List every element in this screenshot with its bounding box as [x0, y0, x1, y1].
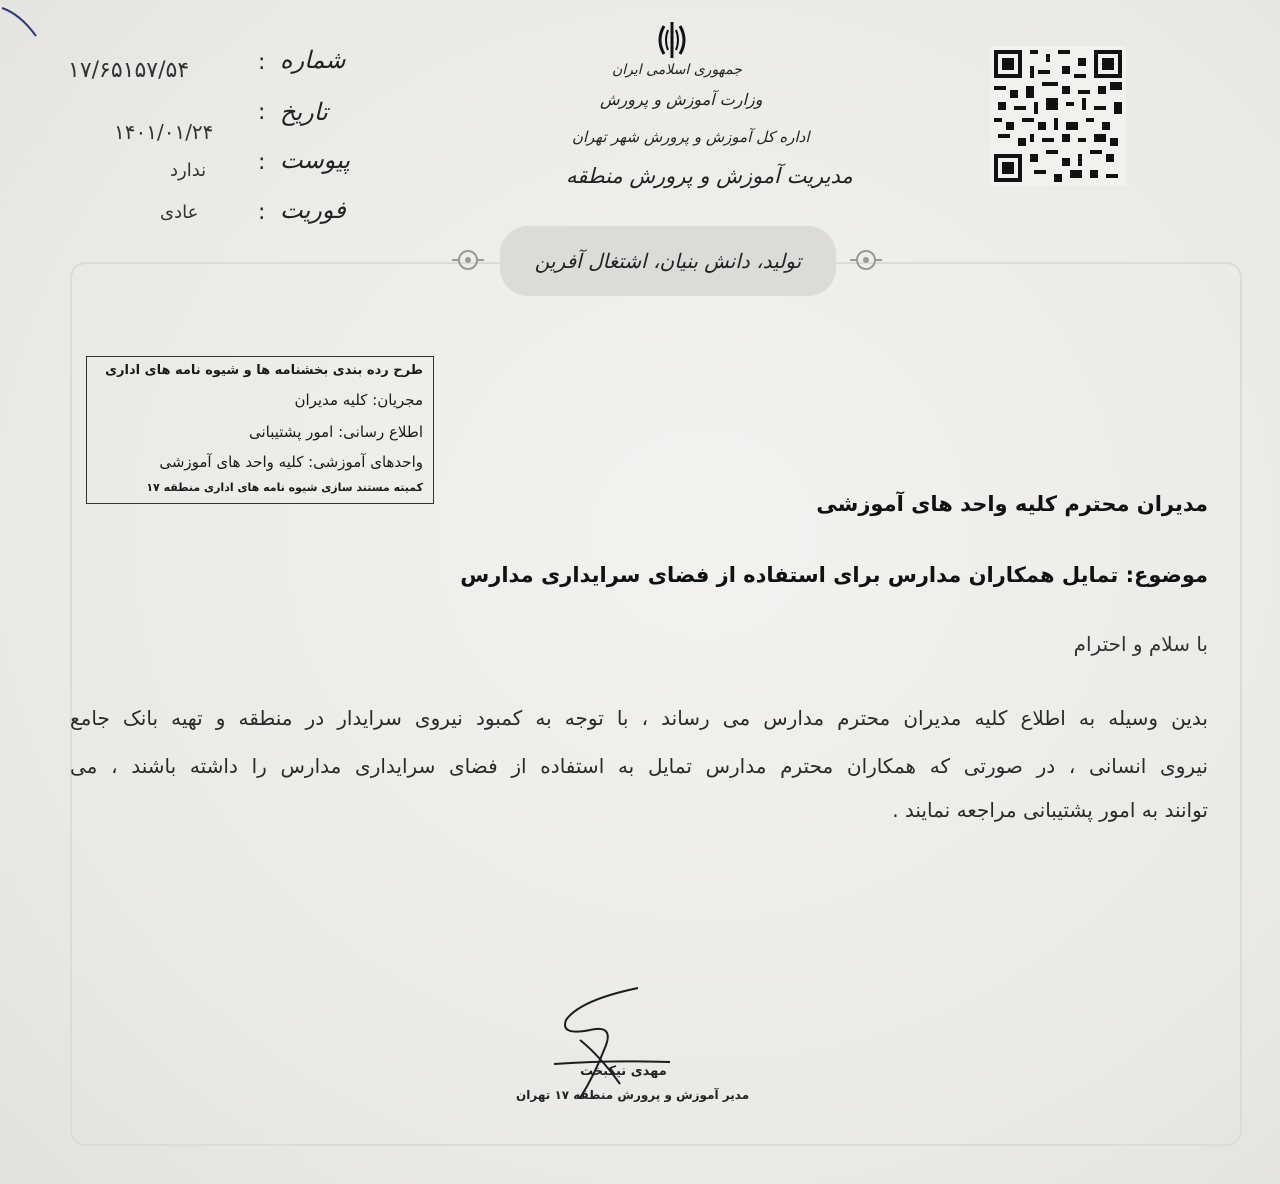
org-line-4: مدیریت آموزش و پرورش منطقه — [566, 164, 853, 188]
org-line-2: وزارت آموزش و پرورش — [600, 90, 763, 109]
org-line-1: جمهوری اسلامی ایران — [612, 62, 742, 78]
iran-emblem-icon — [650, 18, 694, 62]
signer-title: مدیر آموزش و پرورش منطقه ۱۷ تهران — [516, 1088, 750, 1102]
classification-units: واحدهای آموزشی: کلیه واحد های آموزشی — [159, 453, 423, 471]
qr-code-icon — [990, 46, 1126, 186]
attachment-value: ندارد — [170, 160, 207, 181]
number-label: شماره — [280, 46, 346, 74]
date-value: ۱۴۰۱/۰۱/۲۴ — [114, 120, 214, 144]
classification-notification: اطلاع رسانی: امور پشتیبانی — [248, 423, 423, 441]
ornament-right-icon — [848, 246, 884, 274]
subject: موضوع: تمایل همکاران مدارس برای استفاده از فضای سرایداری مدارس — [460, 563, 1208, 587]
greeting: با سلام و احترام — [1073, 632, 1208, 656]
number-colon: : — [258, 50, 266, 75]
body-line-3: توانند به امور پشتیبانی مراجعه نمایند . — [892, 798, 1208, 822]
corner-mark — [0, 0, 40, 40]
ornament-left-icon — [450, 246, 486, 274]
body-line-1: بدین وسیله به اطلاع کلیه مدیران محترم مدارس می رساند ، با توجه به کمبود نیروی سرایدار در منطقه و تهیه بانک جامع — [70, 706, 1208, 730]
body-line-2: نیروی انسانی ، در صورتی که همکاران محترم مدارس تمایل به استفاده از فضای سرایداری مدارس را داشته باشند ، می — [70, 754, 1208, 778]
classification-committee: کمیته مستند سازی شیوه نامه های اداری منطقه ۱۷ — [146, 481, 423, 494]
urgency-label: فوریت — [280, 196, 346, 224]
recipient: مدیران محترم کلیه واحد های آموزشی — [816, 492, 1208, 516]
attachment-colon: : — [258, 150, 266, 175]
classification-executors: مجریان: کلیه مدیران — [294, 391, 423, 409]
date-label: تاریخ — [280, 98, 328, 126]
classification-box — [86, 356, 434, 504]
number-value: ۱۷/۶۵۱۵۷/۵۴ — [68, 58, 190, 83]
urgency-value: عادی — [160, 202, 199, 223]
signer-name: مهدی نیکبخت — [580, 1064, 667, 1079]
attachment-label: پیوست — [280, 146, 350, 174]
date-colon: : — [258, 100, 266, 125]
signature-mark — [520, 980, 720, 1100]
slogan-banner — [500, 226, 836, 296]
classification-title: طرح رده بندی بخشنامه ها و شیوه نامه های اداری — [105, 363, 423, 378]
urgency-colon: : — [258, 200, 266, 225]
slogan-text: تولید، دانش بنیان، اشتغال آفرین — [534, 249, 802, 273]
org-line-3: اداره کل آموزش و پرورش شهر تهران — [572, 128, 810, 146]
